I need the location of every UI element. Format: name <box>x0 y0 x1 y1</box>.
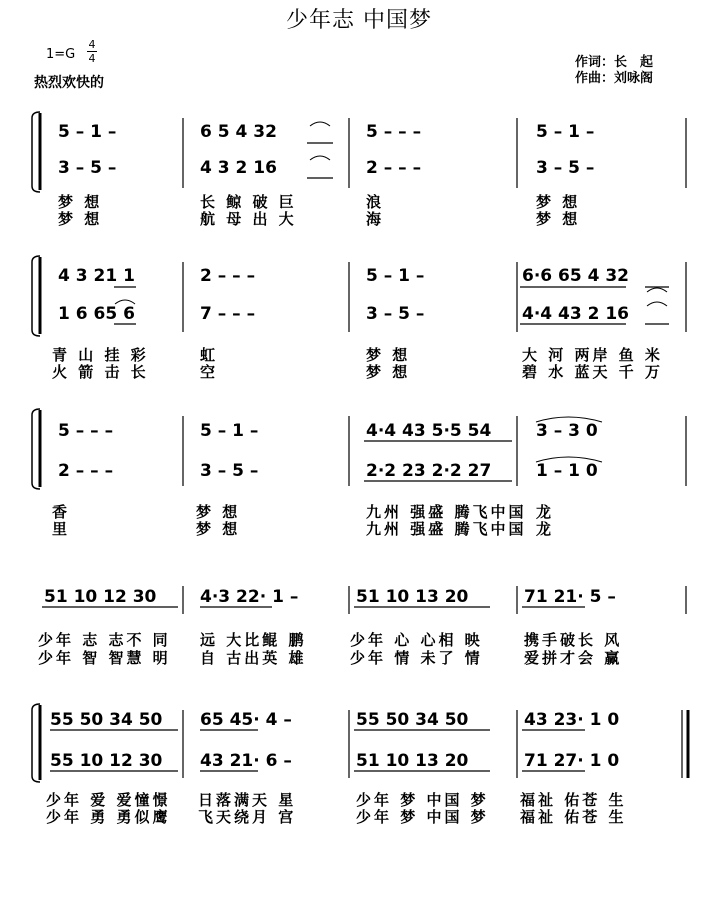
s2-lyric2-m1: 火 箭 击 长 <box>52 363 149 381</box>
s5-lyric2-m2: 飞天绕月 宫 <box>198 808 297 826</box>
s5-lower-m1: 55 10 12 30 <box>50 751 163 771</box>
s3-lyric1-m1: 香 <box>52 503 71 521</box>
s3-lyric1-m2: 梦 想 <box>196 503 241 521</box>
s1-upper-m2: 6 5 4 32 <box>200 122 277 142</box>
s1-lyric1-m3: 浪 <box>366 193 385 211</box>
s4-upper-m3: 51 10 13 20 <box>356 587 469 607</box>
s3-upper-m2: 5 – 1 – <box>200 421 259 441</box>
s2-upper-m4: 6·6 65 4 32 <box>522 266 630 286</box>
s5-lyric1-m4: 福祉 佑苍 生 <box>520 791 627 809</box>
s1-lower-m4: 3 – 5 – <box>536 158 595 178</box>
s1-lyric2-m4: 梦 想 <box>536 210 581 228</box>
s2-lower-m3: 3 – 5 – <box>366 304 425 324</box>
s5-lower-m4: 71 27· 1 0 <box>524 751 620 771</box>
song-title: 少年志 中国梦 <box>286 8 432 33</box>
s4-lyric2-m4: 爱拼才会 赢 <box>524 649 623 667</box>
s1-upper-m1: 5 – 1 – <box>58 122 117 142</box>
time-signature-top: 4 <box>88 38 96 51</box>
s4-lyric2-m2: 自 古出英 雄 <box>200 649 307 667</box>
s3-lyric1-m4: 龙 <box>536 503 555 521</box>
s5-lyric1-m2: 日落满天 星 <box>198 791 297 809</box>
s1-lower-m2: 4 3 2 16 <box>200 158 277 178</box>
s5-lyric2-m3: 少年 梦 中国 梦 <box>356 808 489 826</box>
s4-upper-m1: 51 10 12 30 <box>44 587 157 607</box>
s1-lyric1-m1: 梦 想 <box>58 193 103 211</box>
s3-lyric2-m4: 龙 <box>536 520 555 538</box>
s3-lower-m4: 1 – 1 0 <box>536 461 598 481</box>
s3-lyric2-m2: 梦 想 <box>196 520 241 538</box>
s1-lyric1-m2: 长 鲸 破 巨 <box>200 193 297 211</box>
s1-upper-m4: 5 – 1 – <box>536 122 595 142</box>
s4-upper-m4: 71 21· 5 – <box>524 587 616 607</box>
s5-lyric1-m3: 少年 梦 中国 梦 <box>356 791 489 809</box>
s1-lyric2-m2: 航 母 出 大 <box>200 210 297 228</box>
s2-upper-m1: 4 3 21 1 <box>58 266 135 286</box>
s5-upper-m1: 55 50 34 50 <box>50 710 163 730</box>
s1-lyric2-m1: 梦 想 <box>58 210 103 228</box>
s5-lyric2-m4: 福祉 佑苍 生 <box>520 808 627 826</box>
s2-lyric1-m2: 虹 <box>200 346 219 364</box>
s2-lower-m4: 4·4 43 2 16 <box>522 304 630 324</box>
s4-lyric1-m1: 少年 志 志不 同 <box>38 631 171 649</box>
s2-lyric1-m1: 青 山 挂 彩 <box>52 346 149 364</box>
s3-lower-m3: 2·2 23 2·2 27 <box>366 461 492 481</box>
tempo-marking: 热烈欢快的 <box>34 75 104 91</box>
s3-lyric1-m3: 九州 强盛 腾飞中国 <box>366 503 527 521</box>
s2-lyric1-m4: 大 河 两岸 鱼 米 <box>522 346 663 364</box>
s4-lyric1-m3: 少年 心 心相 映 <box>350 631 483 649</box>
s3-upper-m1: 5 – – – <box>58 421 114 441</box>
s1-lyric1-m4: 梦 想 <box>536 193 581 211</box>
s1-upper-m3: 5 – – – <box>366 122 422 142</box>
s3-lower-m1: 2 – – – <box>58 461 114 481</box>
s4-lyric1-m2: 远 大比鲲 鹏 <box>200 631 307 649</box>
s3-lyric2-m3: 九州 强盛 腾飞中国 <box>366 520 527 538</box>
s1-lyric2-m3: 海 <box>366 210 385 228</box>
s5-lower-m3: 51 10 13 20 <box>356 751 469 771</box>
s2-lower-m2: 7 – – – <box>200 304 256 324</box>
key-signature: 1=G <box>46 47 76 62</box>
lyricist-credit: 作词：长 起 <box>575 55 654 70</box>
s2-lyric2-m3: 梦 想 <box>366 363 411 381</box>
s2-lyric2-m2: 空 <box>200 363 219 381</box>
s4-lyric2-m3: 少年 情 未了 情 <box>350 649 483 667</box>
s5-lyric2-m1: 少年 勇 勇似鹰 <box>46 808 171 826</box>
s4-upper-m2: 4·3 22· 1 – <box>200 587 299 607</box>
composer-credit: 作曲：刘咏阁 <box>575 71 654 86</box>
s2-lyric1-m3: 梦 想 <box>366 346 411 364</box>
s4-lyric2-m1: 少年 智 智慧 明 <box>38 649 171 667</box>
s2-lyric2-m4: 碧 水 蓝天 千 万 <box>522 363 663 381</box>
s5-upper-m2: 65 45· 4 – <box>200 710 292 730</box>
s3-lyric2-m1: 里 <box>52 520 71 538</box>
s5-upper-m3: 55 50 34 50 <box>356 710 469 730</box>
time-signature-bottom: 4 <box>88 52 96 65</box>
s4-lyric1-m4: 携手破长 风 <box>524 631 623 649</box>
s5-lower-m2: 43 21· 6 – <box>200 751 292 771</box>
s5-upper-m4: 43 23· 1 0 <box>524 710 620 730</box>
s2-upper-m3: 5 – 1 – <box>366 266 425 286</box>
s3-upper-m4: 3 – 3 0 <box>536 421 598 441</box>
s3-upper-m3: 4·4 43 5·5 54 <box>366 421 492 441</box>
s1-lower-m3: 2 – – – <box>366 158 422 178</box>
s2-upper-m2: 2 – – – <box>200 266 256 286</box>
s2-lower-m1: 1 6 65 6 <box>58 304 135 324</box>
s1-lower-m1: 3 – 5 – <box>58 158 117 178</box>
s3-lower-m2: 3 – 5 – <box>200 461 259 481</box>
s5-lyric1-m1: 少年 爱 爱憧憬 <box>46 791 171 809</box>
